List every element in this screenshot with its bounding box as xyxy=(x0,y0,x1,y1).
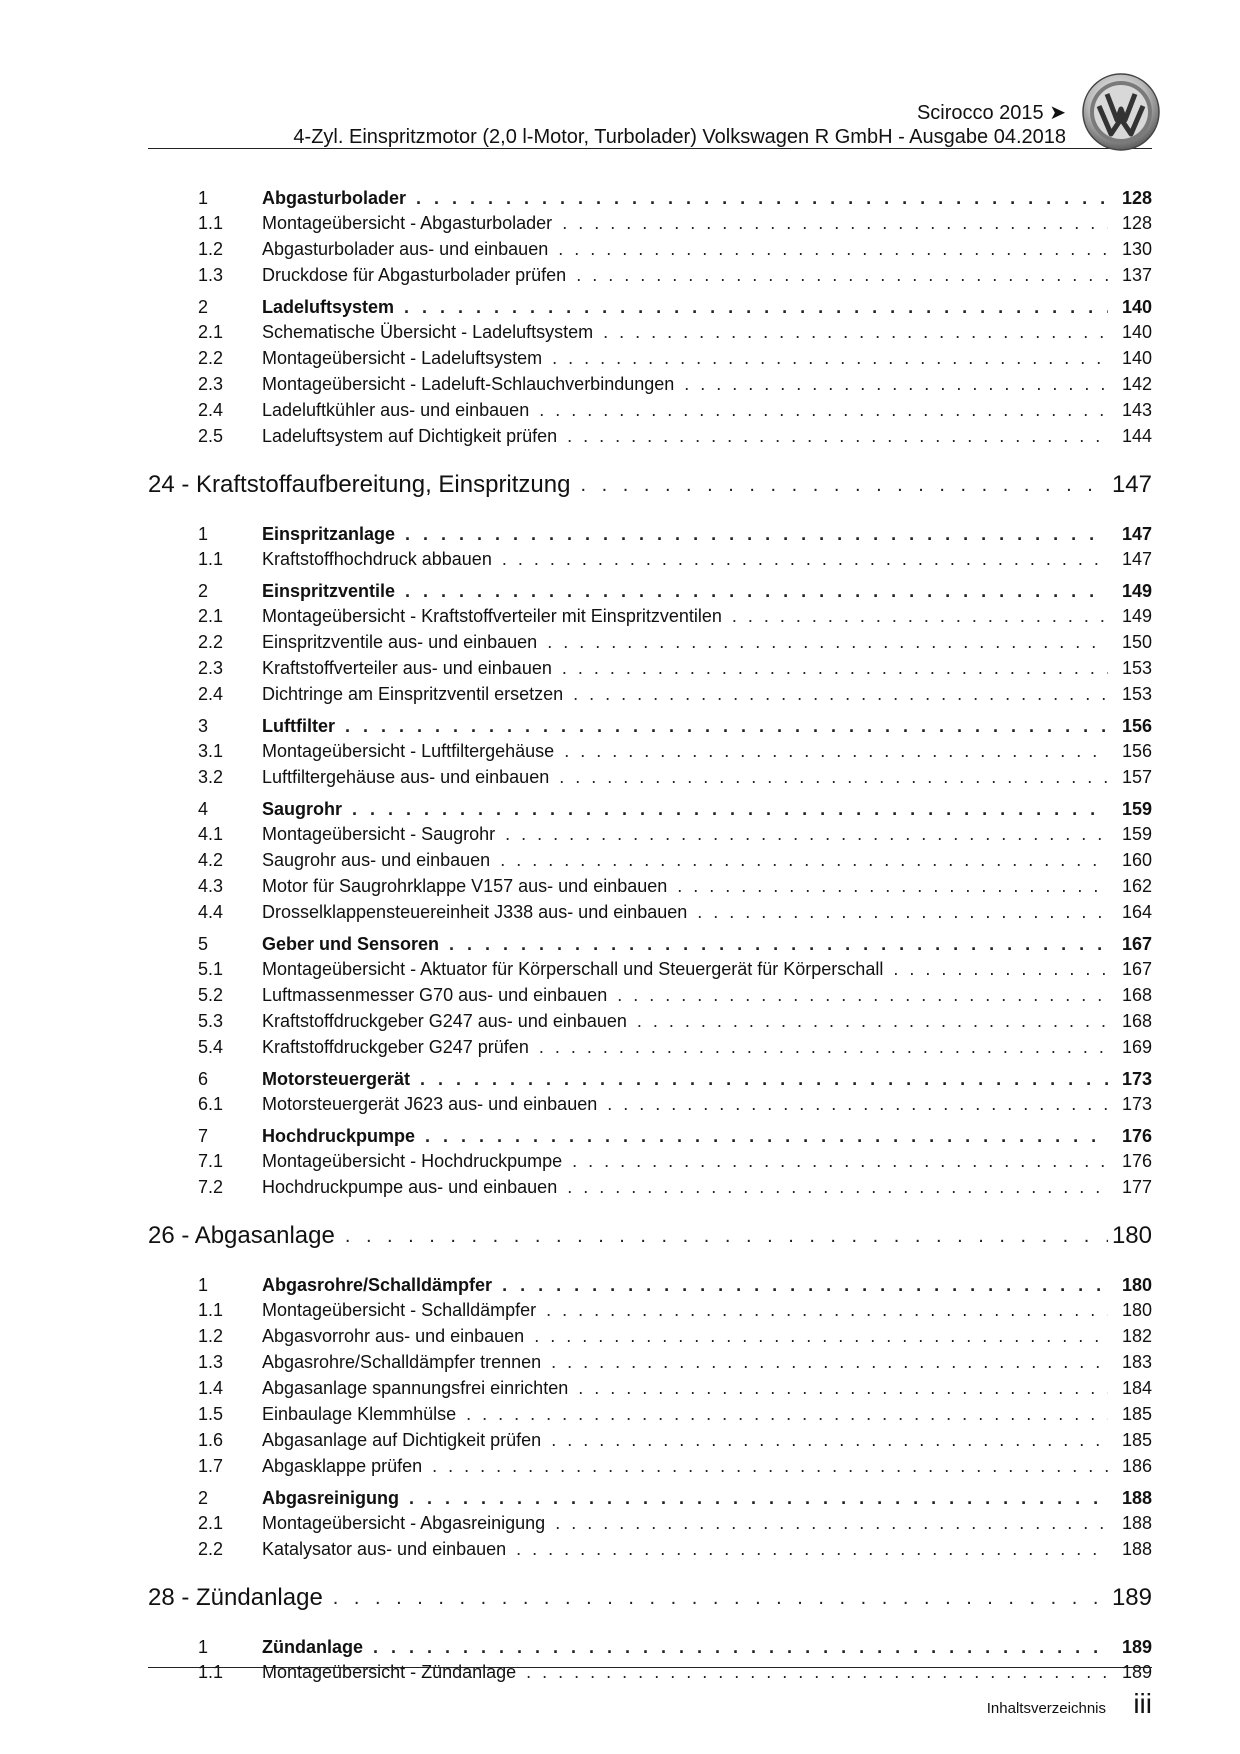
toc-page: 142 xyxy=(1121,374,1152,394)
toc-page: 160 xyxy=(1121,850,1152,870)
toc-title: Hochdruckpumpe aus- und einbauen xyxy=(262,1177,558,1197)
toc-entry[interactable] xyxy=(148,265,1152,291)
toc-number: 2.3 xyxy=(198,374,224,394)
dot-leader xyxy=(567,1177,1108,1198)
dot-leader xyxy=(552,348,1108,369)
toc-title: Ladeluftsystem auf Dichtigkeit prüfen xyxy=(262,426,558,446)
toc-page: 189 xyxy=(1111,1584,1152,1611)
toc-entry[interactable] xyxy=(148,684,1152,710)
toc-entry[interactable] xyxy=(148,985,1152,1011)
toc-page: 143 xyxy=(1121,400,1152,420)
dot-leader xyxy=(684,374,1108,395)
toc-number: 1 xyxy=(198,1637,209,1657)
toc-page: 188 xyxy=(1121,1539,1152,1559)
toc-title: Druckdose für Abgasturbolader prüfen xyxy=(262,265,567,285)
toc-title: Montageübersicht - Schalldämpfer xyxy=(262,1300,537,1320)
toc-title: Motor für Saugrohrklappe V157 aus- und einbauen xyxy=(262,876,668,896)
dot-leader xyxy=(572,1151,1108,1172)
toc-entry[interactable] xyxy=(148,658,1152,684)
toc-title: Montageübersicht - Abgasreinigung xyxy=(262,1513,546,1533)
toc-number: 4.4 xyxy=(198,902,224,922)
toc-entry[interactable] xyxy=(148,348,1152,374)
toc-page: 177 xyxy=(1121,1177,1152,1197)
toc-section[interactable] xyxy=(148,799,1152,824)
toc-page: 140 xyxy=(1121,348,1152,368)
toc-number: 2.4 xyxy=(198,400,224,420)
dot-leader xyxy=(732,606,1108,627)
toc-title: Einspritzventile aus- und einbauen xyxy=(262,632,538,652)
toc-entry[interactable] xyxy=(148,549,1152,575)
toc-title: Abgasvorrohr aus- und einbauen xyxy=(262,1326,525,1346)
toc-title: Ladeluftsystem xyxy=(262,297,395,317)
dot-leader xyxy=(449,934,1108,955)
dot-leader xyxy=(546,1300,1108,1321)
toc-title: Ladeluftkühler aus- und einbauen xyxy=(262,400,530,420)
toc-page: 144 xyxy=(1121,426,1152,446)
toc-title: Kraftstoffdruckgeber G247 prüfen xyxy=(262,1037,529,1057)
toc-number: 1.4 xyxy=(198,1378,224,1398)
toc-page: 156 xyxy=(1121,741,1152,761)
toc-entry[interactable] xyxy=(148,426,1152,452)
toc-entry[interactable] xyxy=(148,322,1152,348)
footer-page-number: iii xyxy=(1133,1688,1152,1719)
toc-page: 176 xyxy=(1121,1126,1152,1146)
toc-title: Montageübersicht - Aktuator für Körperschall und Steuergerät für Körperschall xyxy=(262,959,884,979)
toc-page: 189 xyxy=(1121,1637,1152,1657)
toc-page: 185 xyxy=(1121,1404,1152,1424)
toc-page: 185 xyxy=(1121,1430,1152,1450)
toc-number: 1 xyxy=(198,188,209,208)
toc-page: 188 xyxy=(1121,1488,1152,1508)
toc-page: 180 xyxy=(1121,1300,1152,1320)
dot-leader xyxy=(405,581,1108,602)
toc-title: Zündanlage xyxy=(262,1637,364,1657)
toc-title: Abgasanlage auf Dichtigkeit prüfen xyxy=(262,1430,542,1450)
toc-section[interactable] xyxy=(148,934,1152,959)
toc-number: 5.2 xyxy=(198,985,224,1005)
toc-number: 3.1 xyxy=(198,741,224,761)
header-divider xyxy=(148,148,1152,149)
toc-entry[interactable] xyxy=(148,959,1152,985)
dot-leader xyxy=(466,1404,1108,1425)
toc-number: 7.1 xyxy=(198,1151,224,1171)
toc-number: 6 xyxy=(198,1069,209,1089)
toc-number: 3.2 xyxy=(198,767,224,787)
footer-label: Inhaltsverzeichnis xyxy=(986,1700,1106,1717)
toc-page: 159 xyxy=(1121,799,1152,819)
table-of-contents xyxy=(148,182,1152,1688)
toc-section[interactable] xyxy=(148,1637,1152,1662)
dot-leader xyxy=(502,549,1108,570)
toc-title: Katalysator aus- und einbauen xyxy=(262,1539,507,1559)
toc-page: 186 xyxy=(1121,1456,1152,1476)
toc-page: 140 xyxy=(1121,322,1152,342)
toc-number: 1.7 xyxy=(198,1456,224,1476)
dot-leader xyxy=(564,741,1108,762)
toc-number: 1 xyxy=(198,1275,209,1295)
toc-title: Kraftstoffhochdruck abbauen xyxy=(262,549,492,569)
toc-page: 156 xyxy=(1121,716,1152,736)
toc-page: 184 xyxy=(1121,1378,1152,1398)
dot-leader xyxy=(893,959,1108,980)
dot-leader xyxy=(526,1662,1108,1683)
toc-number: 1.1 xyxy=(198,213,224,233)
toc-page: 149 xyxy=(1121,581,1152,601)
toc-entry[interactable] xyxy=(148,1456,1152,1482)
toc-title: Luftfiltergehäuse aus- und einbauen xyxy=(262,767,550,787)
toc-page: 147 xyxy=(1121,549,1152,569)
toc-page: 147 xyxy=(1111,471,1152,498)
toc-title: Einspritzventile xyxy=(262,581,396,601)
dot-leader xyxy=(551,1352,1108,1373)
toc-number: 3 xyxy=(198,716,209,736)
toc-number: 6.1 xyxy=(198,1094,224,1114)
toc-title: Montageübersicht - Ladeluft-Schlauchverbindungen xyxy=(262,374,675,394)
toc-number: 2.1 xyxy=(198,606,224,626)
footer-divider xyxy=(148,1667,1152,1668)
toc-entry[interactable] xyxy=(148,374,1152,400)
toc-page: 188 xyxy=(1121,1513,1152,1533)
dot-leader xyxy=(562,213,1108,234)
toc-chapter[interactable] xyxy=(148,1565,1152,1631)
toc-title: Kraftstoffverteiler aus- und einbauen xyxy=(262,658,552,678)
toc-number: 2 xyxy=(198,297,209,317)
toc-title: Hochdruckpumpe xyxy=(262,1126,416,1146)
dot-leader xyxy=(547,632,1108,653)
toc-page: 167 xyxy=(1121,934,1152,954)
toc-page: 168 xyxy=(1121,1011,1152,1031)
toc-number: 2.1 xyxy=(198,1513,224,1533)
dot-leader xyxy=(425,1126,1108,1147)
toc-title: Montageübersicht - Luftfiltergehäuse xyxy=(262,741,555,761)
toc-number: 5.1 xyxy=(198,959,224,979)
toc-title: Luftmassenmesser G70 aus- und einbauen xyxy=(262,985,608,1005)
dot-leader xyxy=(637,1011,1108,1032)
dot-leader xyxy=(559,767,1108,788)
toc-page: 140 xyxy=(1121,297,1152,317)
toc-title: 28 - Zündanlage xyxy=(148,1584,323,1611)
dot-leader xyxy=(617,985,1108,1006)
dot-leader xyxy=(539,400,1108,421)
dot-leader xyxy=(345,1225,1108,1248)
toc-number: 1.5 xyxy=(198,1404,224,1424)
toc-title: Motorsteuergerät J623 aus- und einbauen xyxy=(262,1094,598,1114)
toc-number: 2.1 xyxy=(198,322,224,342)
toc-number: 2.5 xyxy=(198,426,224,446)
toc-entry[interactable] xyxy=(148,1151,1152,1177)
toc-section[interactable] xyxy=(148,1126,1152,1151)
toc-section[interactable] xyxy=(148,581,1152,606)
toc-number: 4.2 xyxy=(198,850,224,870)
toc-title: Montageübersicht - Kraftstoffverteiler mit Einspritzventilen xyxy=(262,606,722,626)
dot-leader xyxy=(558,239,1108,260)
toc-number: 2.2 xyxy=(198,632,224,652)
toc-entry[interactable] xyxy=(148,213,1152,239)
toc-title: Abgasanlage spannungsfrei einrichten xyxy=(262,1378,569,1398)
toc-page: 147 xyxy=(1121,524,1152,544)
toc-title: Schematische Übersicht - Ladeluftsystem xyxy=(262,322,594,342)
dot-leader xyxy=(567,426,1108,447)
toc-title: Kraftstoffdruckgeber G247 aus- und einbauen xyxy=(262,1011,627,1031)
toc-number: 4.1 xyxy=(198,824,224,844)
toc-number: 2.3 xyxy=(198,658,224,678)
dot-leader xyxy=(539,1037,1108,1058)
dot-leader xyxy=(405,524,1108,545)
toc-entry[interactable] xyxy=(148,1094,1152,1120)
toc-number: 4.3 xyxy=(198,876,224,896)
dot-leader xyxy=(578,1378,1108,1399)
toc-page: 176 xyxy=(1121,1151,1152,1171)
toc-entry[interactable] xyxy=(148,1037,1152,1063)
toc-entry[interactable] xyxy=(148,767,1152,793)
dot-leader xyxy=(502,1275,1108,1296)
toc-page: 173 xyxy=(1121,1069,1152,1089)
toc-page: 128 xyxy=(1121,188,1152,208)
dot-leader xyxy=(607,1094,1108,1115)
toc-entry[interactable] xyxy=(148,1011,1152,1037)
toc-number: 1.1 xyxy=(198,549,224,569)
toc-section[interactable] xyxy=(148,1275,1152,1300)
toc-title: Luftfilter xyxy=(262,716,335,736)
toc-entry[interactable] xyxy=(148,1300,1152,1326)
toc-number: 2 xyxy=(198,581,209,601)
toc-entry[interactable] xyxy=(148,876,1152,902)
toc-title: Einbaulage Klemmhülse xyxy=(262,1404,457,1424)
toc-section[interactable] xyxy=(148,1488,1152,1513)
dot-leader xyxy=(409,1488,1108,1509)
toc-number: 5 xyxy=(198,934,209,954)
dot-leader xyxy=(677,876,1108,897)
toc-number: 1 xyxy=(198,524,209,544)
toc-title: 26 - Abgasanlage xyxy=(148,1222,335,1249)
toc-page: 153 xyxy=(1121,658,1152,678)
toc-number: 1.2 xyxy=(198,239,224,259)
dot-leader xyxy=(603,322,1108,343)
toc-number: 1.3 xyxy=(198,265,224,285)
toc-number: 1.3 xyxy=(198,1352,224,1372)
toc-title: Einspritzanlage xyxy=(262,524,396,544)
toc-number: 2.2 xyxy=(198,348,224,368)
dot-leader xyxy=(697,902,1108,923)
header-model: Scirocco 2015 ➤ xyxy=(916,102,1066,124)
toc-page: 162 xyxy=(1121,876,1152,896)
dot-leader xyxy=(352,799,1108,820)
toc-entry[interactable] xyxy=(148,632,1152,658)
toc-entry[interactable] xyxy=(148,1513,1152,1539)
toc-number: 2 xyxy=(198,1488,209,1508)
toc-entry[interactable] xyxy=(148,1430,1152,1456)
toc-entry[interactable] xyxy=(148,1539,1152,1565)
toc-entry[interactable] xyxy=(148,1378,1152,1404)
dot-leader xyxy=(516,1539,1108,1560)
toc-title: Saugrohr xyxy=(262,799,343,819)
header-subtitle: 4-Zyl. Einspritzmotor (2,0 l-Motor, Turbolader) Volkswagen R GmbH - Ausgabe 04.2018 xyxy=(293,126,1066,148)
dot-leader xyxy=(534,1326,1108,1347)
toc-title: Geber und Sensoren xyxy=(262,934,440,954)
toc-page: 150 xyxy=(1121,632,1152,652)
dot-leader xyxy=(580,474,1108,497)
dot-leader xyxy=(373,1637,1108,1658)
toc-page: 168 xyxy=(1121,985,1152,1005)
toc-page: 159 xyxy=(1121,824,1152,844)
dot-leader xyxy=(500,850,1108,871)
toc-title: Montageübersicht - Zündanlage xyxy=(262,1662,517,1682)
toc-title: Montageübersicht - Ladeluftsystem xyxy=(262,348,543,368)
vw-logo-icon xyxy=(1081,72,1161,152)
dot-leader xyxy=(345,716,1108,737)
toc-entry[interactable] xyxy=(148,1177,1152,1203)
toc-entry[interactable] xyxy=(148,1662,1152,1688)
toc-title: Dichtringe am Einspritzventil ersetzen xyxy=(262,684,564,704)
toc-number: 1.6 xyxy=(198,1430,224,1450)
toc-title: Abgasklappe prüfen xyxy=(262,1456,423,1476)
toc-section[interactable] xyxy=(148,524,1152,549)
toc-number: 7.2 xyxy=(198,1177,224,1197)
toc-page: 128 xyxy=(1121,213,1152,233)
toc-entry[interactable] xyxy=(148,1404,1152,1430)
toc-page: 153 xyxy=(1121,684,1152,704)
toc-page: 183 xyxy=(1121,1352,1152,1372)
toc-entry[interactable] xyxy=(148,824,1152,850)
toc-title: Abgasrohre/Schalldämpfer trennen xyxy=(262,1352,542,1372)
dot-leader xyxy=(576,265,1108,286)
toc-title: Montageübersicht - Hochdruckpumpe xyxy=(262,1151,563,1171)
toc-chapter[interactable] xyxy=(148,1203,1152,1269)
toc-title: Abgasreinigung xyxy=(262,1488,400,1508)
dot-leader xyxy=(505,824,1108,845)
toc-page: 130 xyxy=(1121,239,1152,259)
dot-leader xyxy=(432,1456,1108,1477)
toc-number: 1.2 xyxy=(198,1326,224,1346)
toc-section[interactable] xyxy=(148,188,1152,213)
dot-leader xyxy=(555,1513,1108,1534)
dot-leader xyxy=(551,1430,1108,1451)
toc-title: Montageübersicht - Saugrohr xyxy=(262,824,496,844)
toc-number: 4 xyxy=(198,799,209,819)
toc-number: 5.4 xyxy=(198,1037,224,1057)
toc-chapter[interactable] xyxy=(148,452,1152,518)
toc-page: 182 xyxy=(1121,1326,1152,1346)
toc-page: 149 xyxy=(1121,606,1152,626)
dot-leader xyxy=(573,684,1108,705)
toc-title: Saugrohr aus- und einbauen xyxy=(262,850,491,870)
toc-number: 1.1 xyxy=(198,1662,224,1682)
toc-title: Abgasrohre/Schalldämpfer xyxy=(262,1275,493,1295)
toc-page: 180 xyxy=(1121,1275,1152,1295)
toc-number: 2.2 xyxy=(198,1539,224,1559)
toc-title: Montageübersicht - Abgasturbolader xyxy=(262,213,553,233)
dot-leader xyxy=(420,1069,1108,1090)
toc-section[interactable] xyxy=(148,297,1152,322)
toc-page: 189 xyxy=(1121,1662,1152,1682)
toc-page: 164 xyxy=(1121,902,1152,922)
toc-entry[interactable] xyxy=(148,1326,1152,1352)
toc-entry[interactable] xyxy=(148,850,1152,876)
toc-number: 1.1 xyxy=(198,1300,224,1320)
toc-number: 7 xyxy=(198,1126,209,1146)
dot-leader xyxy=(416,188,1108,209)
dot-leader xyxy=(333,1587,1108,1610)
toc-entry[interactable] xyxy=(148,606,1152,632)
toc-page: 167 xyxy=(1121,959,1152,979)
toc-page: 173 xyxy=(1121,1094,1152,1114)
toc-title: Abgasturbolader aus- und einbauen xyxy=(262,239,549,259)
toc-number: 2.4 xyxy=(198,684,224,704)
toc-entry[interactable] xyxy=(148,1352,1152,1378)
toc-page: 169 xyxy=(1121,1037,1152,1057)
toc-entry[interactable] xyxy=(148,239,1152,265)
dot-leader xyxy=(404,297,1108,318)
toc-entry[interactable] xyxy=(148,741,1152,767)
toc-title: Abgasturbolader xyxy=(262,188,407,208)
toc-section[interactable] xyxy=(148,1069,1152,1094)
toc-page: 180 xyxy=(1111,1222,1152,1249)
toc-page: 157 xyxy=(1121,767,1152,787)
toc-entry[interactable] xyxy=(148,400,1152,426)
toc-title: Drosselklappensteuereinheit J338 aus- und einbauen xyxy=(262,902,688,922)
toc-entry[interactable] xyxy=(148,902,1152,928)
toc-title: 24 - Kraftstoffaufbereitung, Einspritzung xyxy=(148,471,571,498)
dot-leader xyxy=(562,658,1108,679)
toc-title: Motorsteuergerät xyxy=(262,1069,411,1089)
toc-number: 5.3 xyxy=(198,1011,224,1031)
toc-page: 137 xyxy=(1121,265,1152,285)
toc-section[interactable] xyxy=(148,716,1152,741)
